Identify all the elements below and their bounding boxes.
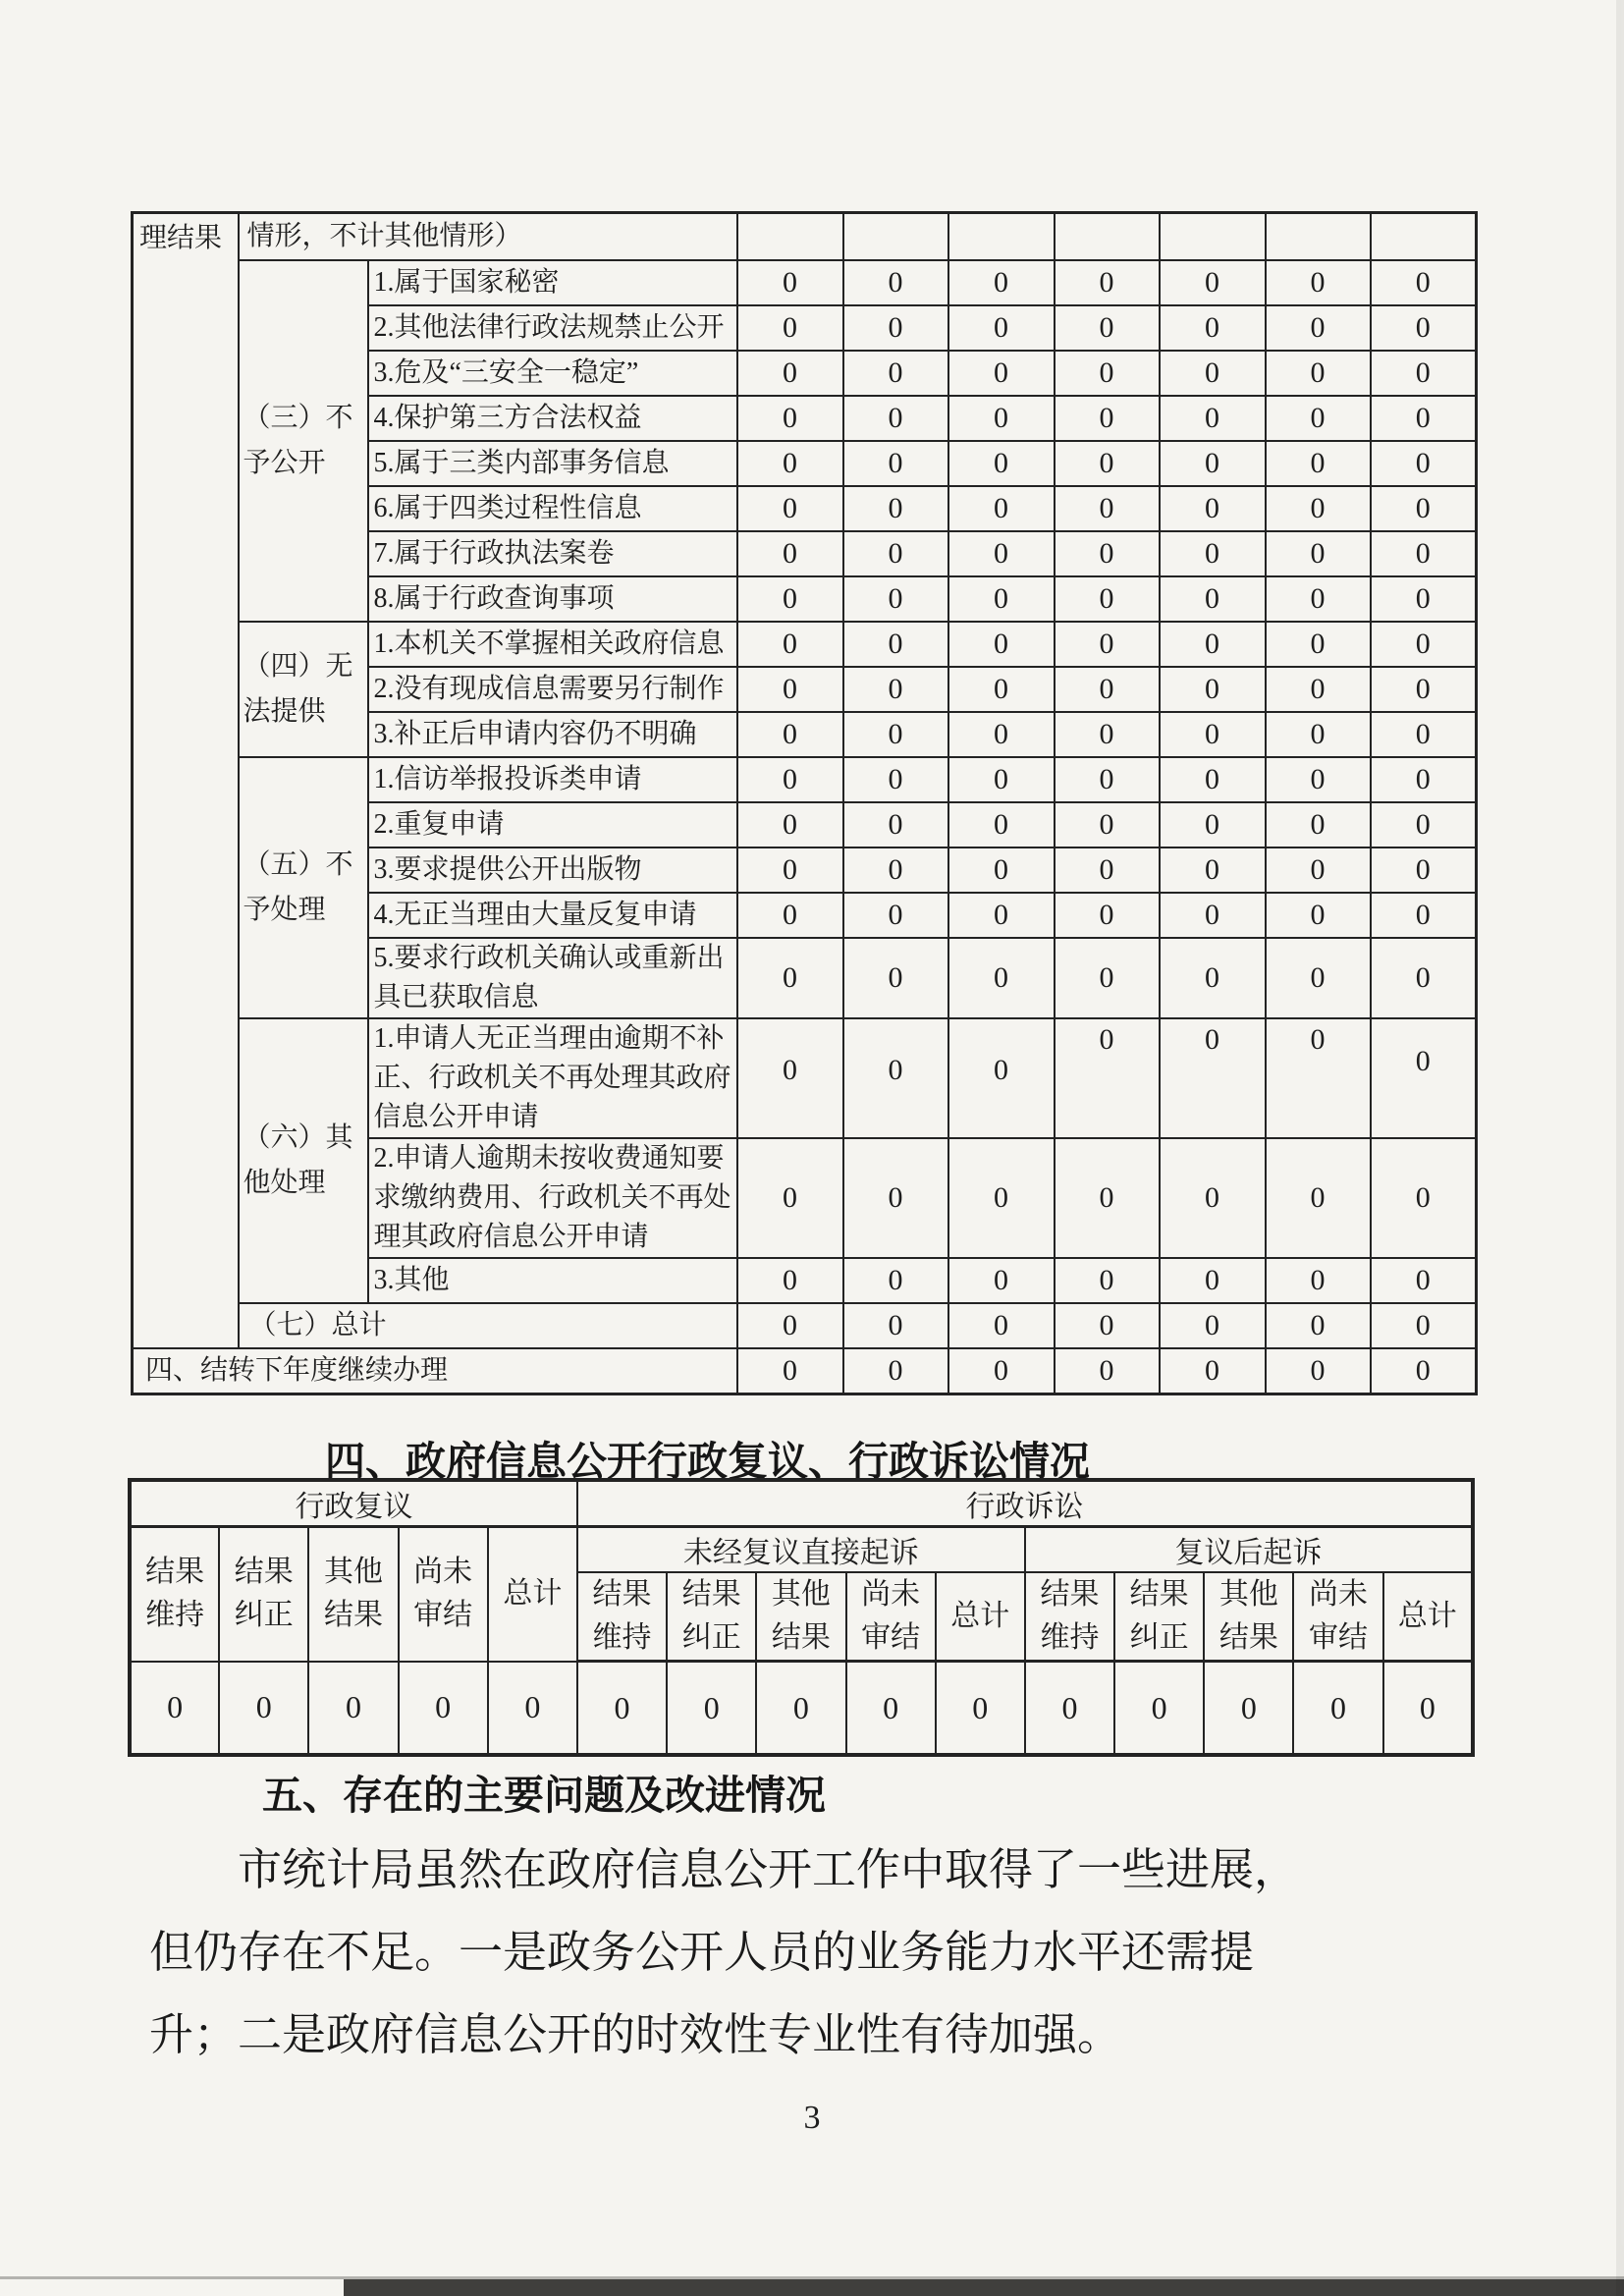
cell-value: 0 — [948, 351, 1055, 396]
column-header: 结果维持 — [577, 1572, 667, 1662]
paragraph-line: 市统计局虽然在政府信息公开工作中取得了一些进展， — [238, 1845, 1299, 1894]
table1-corner-cell: 理结果 — [133, 213, 239, 1348]
cell-value: 0 — [843, 712, 948, 757]
cell-value: 0 — [948, 1138, 1055, 1258]
cell-value: 0 — [737, 396, 843, 441]
cell-value: 0 — [737, 847, 843, 893]
cell-value: 0 — [1293, 1662, 1382, 1756]
column-header: 总计 — [936, 1572, 1025, 1662]
cell-value: 0 — [1160, 667, 1266, 712]
cell-item-label: 8.属于行政查询事项 — [368, 576, 737, 622]
cell-value: 0 — [737, 1138, 843, 1258]
cell-value: 0 — [1266, 396, 1371, 441]
after-review-suit-header: 复议后起诉 — [1025, 1527, 1473, 1573]
cell-value: 0 — [1055, 1303, 1160, 1348]
cell-value: 0 — [1371, 938, 1477, 1018]
cell-item-label: 7.属于行政执法案卷 — [368, 531, 737, 576]
cell-group-label: （五）不予处理 — [239, 757, 368, 1018]
cell-value: 0 — [1160, 847, 1266, 893]
cell-value: 0 — [1371, 667, 1477, 712]
cell-value: 0 — [1371, 1348, 1477, 1394]
scan-edge-shadow — [344, 2279, 1624, 2296]
cell-value: 0 — [1160, 486, 1266, 531]
cell-value: 0 — [1160, 531, 1266, 576]
cell-item-label: 3.补正后申请内容仍不明确 — [368, 712, 737, 757]
processing-results-table — [131, 211, 1478, 1395]
cell-value: 0 — [948, 712, 1055, 757]
cell-value: 0 — [843, 1303, 948, 1348]
cell-value: 0 — [737, 893, 843, 938]
cell-item-label: 6.属于四类过程性信息 — [368, 486, 737, 531]
cell-value: 0 — [843, 396, 948, 441]
cell-value: 0 — [737, 486, 843, 531]
cell-value: 0 — [1371, 441, 1477, 486]
cell-value: 0 — [843, 486, 948, 531]
cell-value: 0 — [1266, 1348, 1371, 1394]
cell-value: 0 — [737, 1303, 843, 1348]
cell-value: 0 — [1371, 712, 1477, 757]
column-header: 其他结果 — [308, 1527, 398, 1662]
cell-value: 0 — [737, 531, 843, 576]
cell-item-label: 4.无正当理由大量反复申请 — [368, 893, 737, 938]
cell-value: 0 — [843, 260, 948, 305]
cell-value: 0 — [1160, 576, 1266, 622]
cell-item-label: 2.没有现成信息需要另行制作 — [368, 667, 737, 712]
cell-value: 0 — [843, 576, 948, 622]
cell-value: 0 — [1266, 1258, 1371, 1303]
cell-value: 0 — [1371, 847, 1477, 893]
cell-value: 0 — [1266, 712, 1371, 757]
cell-value: 0 — [1055, 531, 1160, 576]
cell-value: 0 — [399, 1662, 488, 1756]
column-header: 其他结果 — [756, 1572, 845, 1662]
column-header: 尚未审结 — [1293, 1572, 1382, 1662]
page-number: 3 — [803, 2100, 821, 2136]
cell-value: 0 — [1266, 847, 1371, 893]
cell-value: 0 — [737, 667, 843, 712]
cell-value: 0 — [1371, 757, 1477, 802]
cell-value: 0 — [1266, 622, 1371, 667]
cell-value: 0 — [737, 622, 843, 667]
cell-value: 0 — [1371, 531, 1477, 576]
cell-value: 0 — [1114, 1662, 1204, 1756]
cell-value: 0 — [1266, 576, 1371, 622]
cell-value: 0 — [488, 1662, 577, 1756]
cell-value: 0 — [1055, 1258, 1160, 1303]
cell-value: 0 — [948, 622, 1055, 667]
column-header: 结果纠正 — [667, 1572, 756, 1662]
cell-value: 0 — [1055, 938, 1160, 1018]
cell-value: 0 — [1160, 893, 1266, 938]
cell-value: 0 — [1055, 260, 1160, 305]
cell-value: 0 — [1160, 396, 1266, 441]
cell-value: 0 — [1160, 622, 1266, 667]
cell-value: 0 — [667, 1662, 756, 1756]
cell-item-label: 2.重复申请 — [368, 802, 737, 847]
cell-value: 0 — [1266, 667, 1371, 712]
cell-value: 0 — [1055, 712, 1160, 757]
cell-value: 0 — [843, 1258, 948, 1303]
cell-value: 0 — [1055, 351, 1160, 396]
cell-value: 0 — [843, 441, 948, 486]
cell-value: 0 — [1160, 305, 1266, 351]
cell-value: 0 — [1160, 441, 1266, 486]
cell-value: 0 — [1371, 396, 1477, 441]
cell-value: 0 — [1371, 1258, 1477, 1303]
cell-value: 0 — [1025, 1662, 1114, 1756]
cell-value: 0 — [843, 893, 948, 938]
cell-value: 0 — [948, 667, 1055, 712]
column-header: 结果纠正 — [219, 1527, 308, 1662]
cell-value: 0 — [1371, 893, 1477, 938]
cell-value: 0 — [1266, 260, 1371, 305]
cell-value: 0 — [737, 351, 843, 396]
cell-value: 0 — [1055, 893, 1160, 938]
cell-value: 0 — [1371, 622, 1477, 667]
paragraph-line: 升；二是政府信息公开的时效性专业性有待加强。 — [149, 2010, 1122, 2059]
body-paragraph — [149, 1829, 1313, 2076]
cell-value: 0 — [948, 802, 1055, 847]
column-header: 尚未审结 — [399, 1527, 488, 1662]
cell-item-label: 4.保护第三方合法权益 — [368, 396, 737, 441]
cell-value: 0 — [948, 441, 1055, 486]
cell-value: 0 — [843, 938, 948, 1018]
cell-value: 0 — [1266, 441, 1371, 486]
cell-value: 0 — [843, 1018, 948, 1138]
cell-item-label: 1.信访举报投诉类申请 — [368, 757, 737, 802]
cell-value: 0 — [843, 667, 948, 712]
cell-value: 0 — [936, 1662, 1025, 1756]
cell-value: 0 — [737, 305, 843, 351]
cell-value: 0 — [1204, 1662, 1293, 1756]
cell-value: 0 — [737, 802, 843, 847]
cell-item-label: 2.申请人逾期未按收费通知要求缴纳费用、行政机关不再处理其政府信息公开申请 — [368, 1138, 737, 1258]
cell-total-label: （七）总计 — [239, 1303, 737, 1348]
cell-value: 0 — [948, 531, 1055, 576]
cell-value: 0 — [1055, 305, 1160, 351]
column-header: 结果维持 — [130, 1527, 219, 1662]
cell-value: 0 — [1266, 1138, 1371, 1258]
cell-value: 0 — [1266, 531, 1371, 576]
cell-value: 0 — [737, 1258, 843, 1303]
paragraph-line: 但仍存在不足。一是政务公开人员的业务能力水平还需提 — [149, 1928, 1255, 1977]
cell-empty — [1055, 213, 1160, 260]
cell-value: 0 — [1266, 486, 1371, 531]
cell-value: 0 — [1371, 486, 1477, 531]
cell-item-label: 3.危及“三安全一稳定” — [368, 351, 737, 396]
direct-suit-header: 未经复议直接起诉 — [577, 1527, 1025, 1573]
cell-value: 0 — [737, 441, 843, 486]
column-header: 总计 — [1383, 1572, 1473, 1662]
cell-value: 0 — [1371, 576, 1477, 622]
cell-value: 0 — [219, 1662, 308, 1756]
column-header: 其他结果 — [1204, 1572, 1293, 1662]
cell-carryover-label: 四、结转下年度继续办理 — [133, 1348, 737, 1394]
cell-value: 0 — [948, 260, 1055, 305]
litigation-group-header: 行政诉讼 — [577, 1480, 1473, 1527]
cell-value: 0 — [737, 1018, 843, 1138]
cell-value: 0 — [1055, 802, 1160, 847]
cell-value: 0 — [737, 712, 843, 757]
cell-value: 0 — [1266, 802, 1371, 847]
cell-value: 0 — [948, 1258, 1055, 1303]
cell-value: 0 — [1371, 802, 1477, 847]
cell-value: 0 — [737, 1348, 843, 1394]
cell-value: 0 — [948, 938, 1055, 1018]
column-header: 尚未审结 — [846, 1572, 936, 1662]
cell-value: 0 — [130, 1662, 219, 1756]
cell-empty — [1266, 213, 1371, 260]
cell-value: 0 — [1055, 1138, 1160, 1258]
section5-title: 五、存在的主要问题及改进情况 — [262, 1773, 826, 1818]
cell-value: 0 — [1055, 1018, 1160, 1138]
cell-item-label: 3.其他 — [368, 1258, 737, 1303]
cell-value: 0 — [948, 1303, 1055, 1348]
section4-title: 四、政府信息公开行政复议、行政诉讼情况 — [325, 1439, 1090, 1484]
cell-value: 0 — [1383, 1662, 1473, 1756]
cell-value: 0 — [1371, 1138, 1477, 1258]
cell-value: 0 — [1160, 1138, 1266, 1258]
cell-value: 0 — [1055, 441, 1160, 486]
cell-value: 0 — [948, 757, 1055, 802]
cell-value: 0 — [1055, 1348, 1160, 1394]
column-header: 总计 — [488, 1527, 577, 1662]
cell-value: 0 — [1266, 938, 1371, 1018]
table1-note-cell: 情形，不计其他情形） — [239, 213, 737, 260]
cell-value: 0 — [948, 893, 1055, 938]
cell-value: 0 — [1160, 938, 1266, 1018]
cell-value: 0 — [1266, 1018, 1371, 1138]
cell-value: 0 — [1371, 351, 1477, 396]
cell-value: 0 — [1055, 847, 1160, 893]
cell-value: 0 — [843, 622, 948, 667]
cell-value: 0 — [1160, 1348, 1266, 1394]
cell-value: 0 — [1160, 712, 1266, 757]
cell-value: 0 — [1160, 1018, 1266, 1138]
cell-item-label: 2.其他法律行政法规禁止公开 — [368, 305, 737, 351]
cell-value: 0 — [948, 847, 1055, 893]
cell-value: 0 — [1160, 351, 1266, 396]
cell-value: 0 — [1160, 802, 1266, 847]
cell-value: 0 — [1160, 1303, 1266, 1348]
cell-value: 0 — [843, 847, 948, 893]
cell-item-label: 3.要求提供公开出版物 — [368, 847, 737, 893]
cell-value: 0 — [1055, 486, 1160, 531]
cell-value: 0 — [843, 802, 948, 847]
cell-value: 0 — [843, 531, 948, 576]
cell-empty — [843, 213, 948, 260]
cell-value: 0 — [1055, 622, 1160, 667]
cell-value: 0 — [948, 396, 1055, 441]
cell-item-label: 1.属于国家秘密 — [368, 260, 737, 305]
cell-value: 0 — [737, 757, 843, 802]
cell-value: 0 — [1160, 1258, 1266, 1303]
cell-empty — [1371, 213, 1477, 260]
cell-value: 0 — [843, 1348, 948, 1394]
cell-value: 0 — [846, 1662, 936, 1756]
cell-value: 0 — [843, 305, 948, 351]
cell-value: 0 — [577, 1662, 667, 1756]
cell-value: 0 — [843, 1138, 948, 1258]
cell-value: 0 — [1160, 260, 1266, 305]
cell-value: 0 — [1055, 396, 1160, 441]
cell-value: 0 — [1371, 1303, 1477, 1348]
cell-value: 0 — [1371, 260, 1477, 305]
review-group-header: 行政复议 — [130, 1480, 577, 1527]
cell-item-label: 1.本机关不掌握相关政府信息 — [368, 622, 737, 667]
cell-item-label: 5.要求行政机关确认或重新出具已获取信息 — [368, 938, 737, 1018]
cell-value: 0 — [1371, 1018, 1477, 1138]
cell-value: 0 — [1371, 305, 1477, 351]
cell-empty — [1160, 213, 1266, 260]
cell-value: 0 — [948, 1348, 1055, 1394]
cell-value: 0 — [756, 1662, 845, 1756]
cell-value: 0 — [948, 486, 1055, 531]
cell-value: 0 — [1055, 757, 1160, 802]
cell-value: 0 — [1266, 757, 1371, 802]
page-edge-shadow — [1616, 0, 1624, 2296]
cell-empty — [948, 213, 1055, 260]
review-litigation-table — [128, 1478, 1475, 1757]
cell-value: 0 — [1266, 305, 1371, 351]
cell-value: 0 — [737, 260, 843, 305]
cell-value: 0 — [737, 576, 843, 622]
cell-value: 0 — [1055, 667, 1160, 712]
cell-value: 0 — [948, 305, 1055, 351]
cell-value: 0 — [308, 1662, 398, 1756]
cell-value: 0 — [1055, 576, 1160, 622]
cell-item-label: 1.申请人无正当理由逾期不补正、行政机关不再处理其政府信息公开申请 — [368, 1018, 737, 1138]
cell-value: 0 — [843, 351, 948, 396]
column-header: 结果纠正 — [1114, 1572, 1204, 1662]
cell-value: 0 — [1160, 757, 1266, 802]
cell-group-label: （四）无法提供 — [239, 622, 368, 757]
cell-value: 0 — [948, 1018, 1055, 1138]
cell-empty — [737, 213, 843, 260]
cell-value: 0 — [737, 938, 843, 1018]
cell-value: 0 — [1266, 893, 1371, 938]
cell-value: 0 — [843, 757, 948, 802]
cell-item-label: 5.属于三类内部事务信息 — [368, 441, 737, 486]
cell-value: 0 — [1266, 1303, 1371, 1348]
column-header: 结果维持 — [1025, 1572, 1114, 1662]
cell-value: 0 — [1266, 351, 1371, 396]
cell-value: 0 — [948, 576, 1055, 622]
cell-group-label: （三）不予公开 — [239, 260, 368, 622]
cell-group-label: （六）其他处理 — [239, 1018, 368, 1303]
